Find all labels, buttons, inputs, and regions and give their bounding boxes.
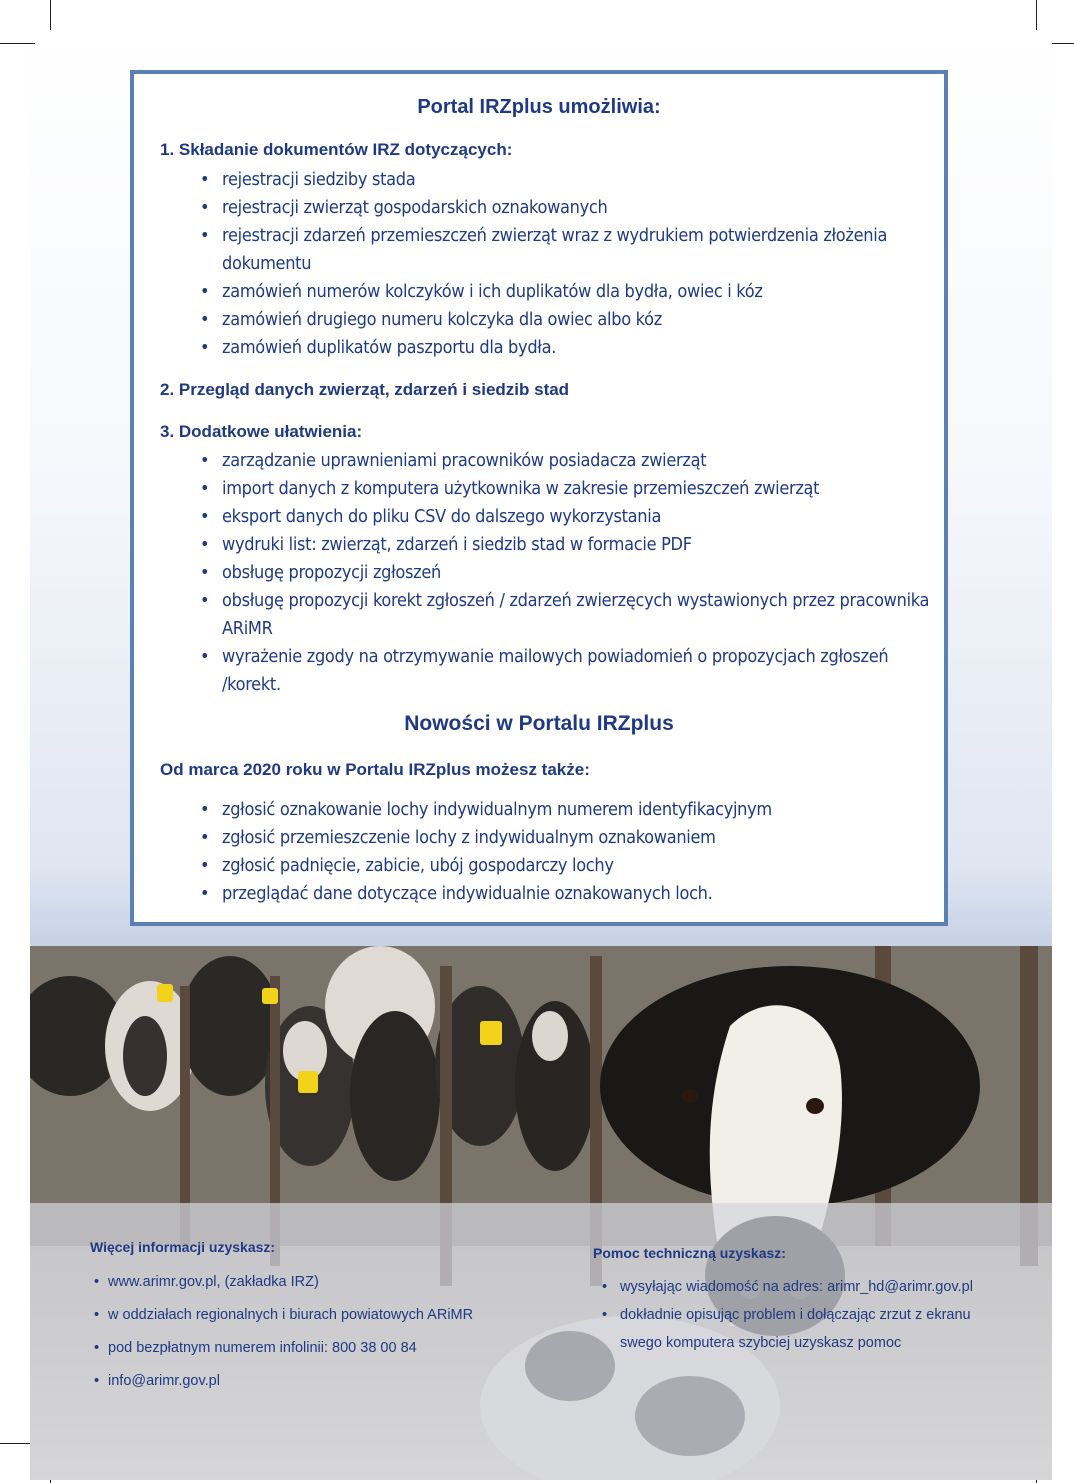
list-item: • zarządzanie uprawnieniami pracowników posiadacza zwierząt	[192, 447, 932, 475]
list-item: • wydruki list: zwierząt, zdarzeń i siedzib stad w formacie PDF	[192, 531, 932, 559]
list-item: • info@arimr.gov.pl	[94, 1372, 574, 1405]
list-item: • wyrażenie zgody na otrzymywanie mailowych powiadomień o propozycjach zgłoszeń /korekt.	[192, 643, 932, 699]
footer-left-list	[94, 1273, 574, 1405]
news-title: Nowości w Portalu IRZplus	[404, 712, 674, 735]
list-item: • rejestracji zwierząt gospodarskich oznakowanych	[192, 194, 932, 222]
list-item: • dokładnie opisując problem i dołączając zrzut z ekranu swego komputera szybciej uzyskasz pomoc	[596, 1301, 976, 1357]
section-3-heading: 3. Dodatkowe ułatwienia:	[160, 422, 363, 441]
list-item: • import danych z komputera użytkownika w zakresie przemieszczeń zwierząt	[192, 475, 932, 503]
list-item: • w oddziałach regionalnych i biurach powiatowych ARiMR	[94, 1306, 574, 1339]
portal-info-box	[130, 70, 948, 926]
list-item: • przeglądać dane dotyczące indywidualnie oznakowanych loch.	[192, 880, 932, 908]
section-1-heading: 1. Składanie dokumentów IRZ dotyczących:	[160, 140, 513, 159]
crop-mark	[1036, 0, 1037, 30]
footer-right-heading: Pomoc techniczną uzyskasz:	[593, 1245, 786, 1261]
list-item: • rejestracji zdarzeń przemieszczeń zwierząt wraz z wydrukiem potwierdzenia złożenia dokumentu	[192, 222, 932, 278]
list-item: • rejestracji siedziby stada	[192, 166, 932, 194]
list-item: • wysyłając wiadomość na adres: arimr_hd@arimr.gov.pl	[596, 1273, 976, 1301]
list-item: • eksport danych do pliku CSV do dalszego wykorzystania	[192, 503, 932, 531]
list-item: • zgłosić oznakowanie lochy indywidualnym numerem identyfikacyjnym	[192, 796, 932, 824]
crop-mark	[0, 43, 35, 44]
footer-info-panel	[30, 1203, 1052, 1480]
section-1-list	[192, 166, 932, 362]
footer-right-list	[596, 1273, 976, 1357]
news-subheading: Od marca 2020 roku w Portalu IRZplus możesz także:	[160, 760, 590, 779]
section-3-list	[192, 447, 932, 699]
list-item: • zamówień drugiego numeru kolczyka dla owiec albo kóz	[192, 306, 932, 334]
list-item: • zamówień duplikatów paszportu dla bydła.	[192, 334, 932, 362]
news-list	[192, 796, 932, 908]
list-item: • obsługę propozycji korekt zgłoszeń / zdarzeń zwierzęcych wystawionych przez pracownika ARiMR	[192, 587, 932, 643]
portal-title: Portal IRZplus umożliwia:	[417, 96, 661, 118]
list-item: • zgłosić przemieszczenie lochy z indywidualnym oznakowaniem	[192, 824, 932, 852]
list-item: • obsługę propozycji zgłoszeń	[192, 559, 932, 587]
list-item: • pod bezpłatnym numerem infolinii: 800 38 00 84	[94, 1339, 574, 1372]
crop-mark	[1052, 43, 1074, 44]
section-2-heading: 2. Przegląd danych zwierząt, zdarzeń i siedzib stad	[160, 380, 570, 399]
list-item: • www.arimr.gov.pl, (zakładka IRZ)	[94, 1273, 574, 1306]
list-item: • zamówień numerów kolczyków i ich duplikatów dla bydła, owiec i kóz	[192, 278, 932, 306]
crop-mark	[50, 0, 51, 30]
list-item: • zgłosić padnięcie, zabicie, ubój gospodarczy lochy	[192, 852, 932, 880]
footer-left-heading: Więcej informacji uzyskasz:	[90, 1239, 276, 1255]
